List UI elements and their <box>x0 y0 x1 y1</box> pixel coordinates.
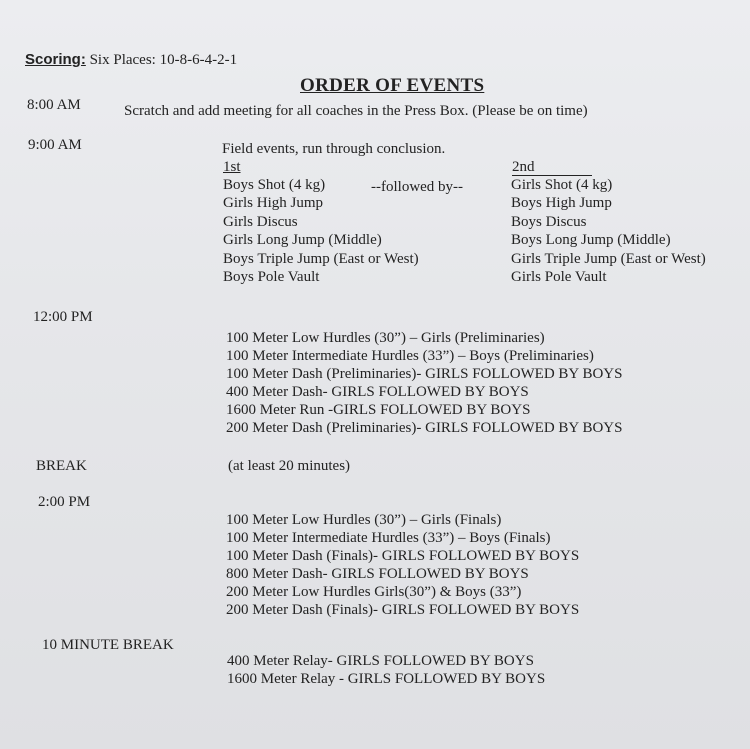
afternoon-time: 2:00 PM <box>38 494 91 510</box>
scoring-text: Six Places: 10-8-6-4-2-1 <box>89 52 238 68</box>
list-item: 1600 Meter Relay - GIRLS FOLLOWED BY BOYS <box>227 671 546 688</box>
list-item: 100 Meter Intermediate Hurdles (33”) – Boys (Finals) <box>226 530 551 547</box>
list-item: Girls High Jump <box>223 195 324 212</box>
list-item: Boys Discus <box>511 213 587 230</box>
list-item: 200 Meter Dash (Finals)- GIRLS FOLLOWED BY BOYS <box>226 602 580 619</box>
noon-time: 12:00 PM <box>33 309 93 325</box>
list-item: 800 Meter Dash- GIRLS FOLLOWED BY BOYS <box>226 566 529 583</box>
list-item: Girls Discus <box>223 213 298 230</box>
col2-header: 2nd <box>512 160 592 176</box>
list-item: Girls Long Jump (Middle) <box>223 232 382 249</box>
list-item: Girls Pole Vault <box>511 269 607 286</box>
list-item: 100 Meter Low Hurdles (30”) – Girls (Finals) <box>226 512 502 528</box>
list-item: Boys Long Jump (Middle) <box>511 232 671 249</box>
scoring-label: Scoring: <box>25 51 86 68</box>
list-item: 1600 Meter Run -GIRLS FOLLOWED BY BOYS <box>226 402 531 419</box>
list-item: Boys Triple Jump (East or West) <box>223 250 419 267</box>
list-item: Girls Triple Jump (East or West) <box>511 250 706 267</box>
list-item: 100 Meter Low Hurdles (30”) – Girls (Preliminaries) <box>226 330 545 346</box>
list-item: 100 Meter Intermediate Hurdles (33”) – Boys (Preliminaries) <box>226 348 594 365</box>
list-item: 200 Meter Dash (Preliminaries)- GIRLS FOLLOWED BY BOYS <box>226 420 623 437</box>
meeting-time: 8:00 AM <box>27 97 81 113</box>
field-events-second-list <box>511 176 706 286</box>
field-events-time: 9:00 AM <box>28 137 82 153</box>
list-item: Boys High Jump <box>511 195 612 212</box>
col1-header: 1st <box>223 159 241 175</box>
list-item: 100 Meter Dash (Finals)- GIRLS FOLLOWED BY BOYS <box>226 548 580 565</box>
scoring-line <box>25 51 237 69</box>
list-item: 400 Meter Relay- GIRLS FOLLOWED BY BOYS <box>227 653 534 669</box>
list-item: Girls Shot (4 kg) <box>511 177 613 193</box>
break-text: (at least 20 minutes) <box>228 458 351 474</box>
afternoon-events-list <box>226 511 579 620</box>
page-title: ORDER OF EVENTS <box>300 75 485 96</box>
meeting-text: Scratch and add meeting for all coaches in the Press Box. (Please be on time) <box>124 103 588 119</box>
break-label: BREAK <box>36 458 87 474</box>
followed-by-text: --followed by-- <box>371 179 464 195</box>
list-item: 200 Meter Low Hurdles Girls(30”) & Boys (33”) <box>226 584 522 601</box>
relays-break-label: 10 MINUTE BREAK <box>42 637 174 653</box>
field-events-intro: Field events, run through conclusion. <box>222 141 446 157</box>
list-item: Boys Shot (4 kg) <box>223 177 326 193</box>
list-item: 400 Meter Dash- GIRLS FOLLOWED BY BOYS <box>226 384 529 401</box>
list-item: 100 Meter Dash (Preliminaries)- GIRLS FOLLOWED BY BOYS <box>226 366 623 383</box>
list-item: Boys Pole Vault <box>223 269 320 286</box>
noon-events-list <box>226 329 622 438</box>
field-events-first-list <box>223 176 419 286</box>
relay-events-list <box>227 652 545 688</box>
